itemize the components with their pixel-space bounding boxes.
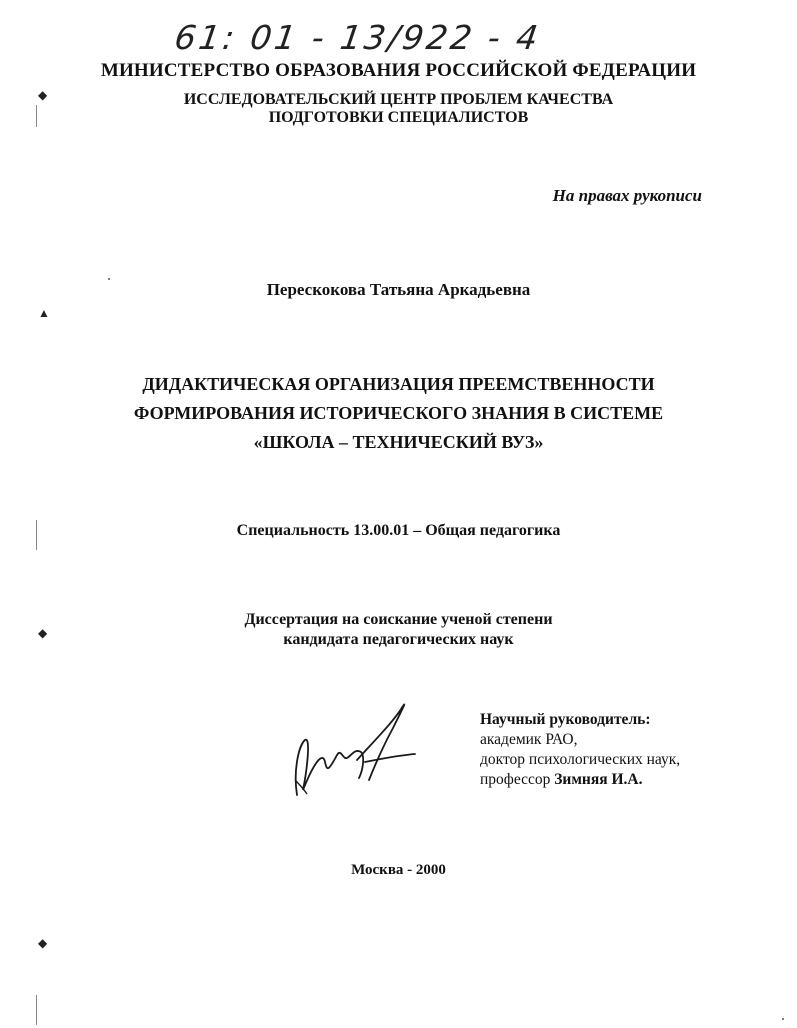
ministry-heading: МИНИСТЕРСТВО ОБРАЗОВАНИЯ РОССИЙСКОЙ ФЕДЕРАЦИИ (100, 60, 697, 81)
margin-mark-icon: ◆ (38, 936, 48, 950)
degree-statement (0, 610, 797, 650)
research-center-line1: ИССЛЕДОВАТЕЛЬСКИЙ ЦЕНТР ПРОБЛЕМ КАЧЕСТВА (183, 91, 614, 108)
title-line2: ФОРМИРОВАНИЯ ИСТОРИЧЕСКОГО ЗНАНИЯ В СИСТЕМЕ (133, 403, 664, 423)
scan-edge-line (36, 520, 37, 550)
degree-line2: кандидата педагогических наук (283, 631, 514, 648)
title-line1: ДИДАКТИЧЕСКАЯ ОРГАНИЗАЦИЯ ПРЕЕМСТВЕННОСТИ (142, 374, 655, 394)
research-center-heading (0, 91, 797, 127)
specialty-line: Специальность 13.00.01 – Общая педагогика (236, 522, 561, 539)
dissertation-title (0, 370, 797, 457)
margin-mark-icon: ◆ (38, 88, 48, 102)
author-name: Перескокова Татьяна Аркадьевна (266, 280, 531, 299)
signature-icon (285, 700, 420, 805)
scan-speck (108, 278, 110, 280)
handwritten-catalog-number: 61: 01 - 13/922 - 4 (172, 18, 544, 57)
supervisor-heading: Научный руководитель: (480, 711, 651, 728)
research-center-line2: ПОДГОТОВКИ СПЕЦИАЛИСТОВ (268, 109, 529, 126)
supervisor-name: Зимняя И.А. (554, 771, 643, 788)
supervisor-line1: академик РАО, (480, 731, 578, 748)
scan-speck (782, 1018, 784, 1020)
manuscript-rights-note: На правах рукописи (552, 186, 702, 205)
degree-line1: Диссертация на соискание ученой степени (244, 611, 553, 628)
scientific-supervisor-block (480, 710, 680, 790)
supervisor-line2: доктор психологических наук, (480, 751, 681, 768)
title-line3: «ШКОЛА – ТЕХНИЧЕСКИЙ ВУЗ» (253, 432, 544, 452)
scan-edge-line (36, 105, 37, 127)
scan-edge-line (36, 995, 37, 1025)
city-year: Москва - 2000 (351, 862, 446, 878)
supervisor-line3 (480, 770, 680, 790)
margin-mark-icon: ◆ (38, 626, 48, 640)
margin-mark-icon: ▲ (38, 306, 50, 320)
supervisor-prefix: профессор (480, 771, 555, 788)
